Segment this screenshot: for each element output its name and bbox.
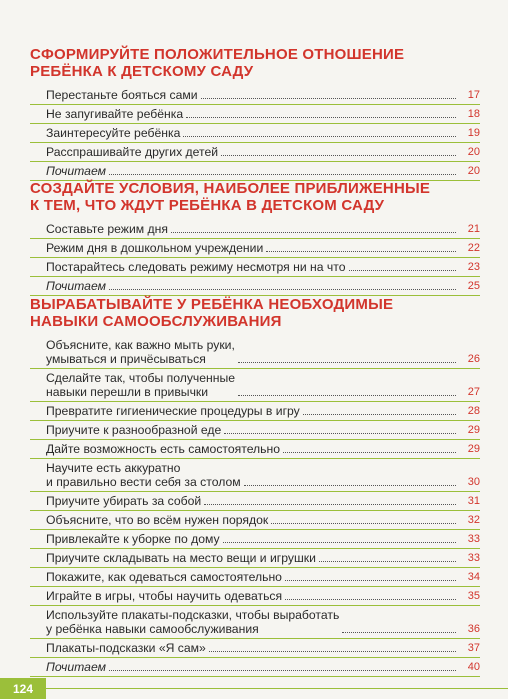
toc-entry-title-line: Не запугивайте ребёнка <box>46 107 184 121</box>
dot-leader <box>223 542 456 543</box>
toc-entry-title-line: Почитаем <box>46 660 106 674</box>
toc-entry-title <box>46 570 285 584</box>
dot-leader <box>186 117 456 118</box>
toc-entry-title <box>46 126 183 140</box>
toc-entry-page-number: 32 <box>467 514 480 526</box>
toc-entry-page-number: 30 <box>467 476 480 488</box>
toc-entry-page-number: 21 <box>467 223 480 235</box>
dot-leader <box>342 632 456 633</box>
toc-entry-title-line: Привлекайте к уборке по дому <box>46 532 220 546</box>
toc-entry[interactable] <box>30 258 480 277</box>
section-title-line: НАВЫКИ САМООБСЛУЖИВАНИЯ <box>30 313 282 330</box>
toc-entry-title-line: Режим дня в дошкольном учреждении <box>46 241 264 255</box>
toc-entry-title-line: навыки перешли в привычки <box>46 385 209 399</box>
dot-leader <box>271 523 456 524</box>
toc-entry-page-number: 28 <box>467 405 480 417</box>
section-title-line: СФОРМИРУЙТЕ ПОЛОЖИТЕЛЬНОЕ ОТНОШЕНИЕ <box>30 46 405 63</box>
dot-leader <box>109 289 456 290</box>
toc-entry-page-number: 23 <box>467 261 480 273</box>
dot-leader <box>244 485 456 486</box>
toc-entry[interactable] <box>30 459 480 492</box>
toc-entry-page-number: 25 <box>467 280 480 292</box>
dot-leader <box>285 580 456 581</box>
toc-entry-page-number: 31 <box>467 495 480 507</box>
toc-entry[interactable] <box>30 105 480 124</box>
dot-leader <box>266 251 456 252</box>
dot-leader <box>319 561 456 562</box>
toc-entry-page-number: 20 <box>467 165 480 177</box>
toc-entry-page-number: 29 <box>467 424 480 436</box>
toc-entry-title <box>46 260 349 274</box>
toc-entries <box>30 220 480 296</box>
section-title-line: СОЗДАЙТЕ УСЛОВИЯ, НАИБОЛЕЕ ПРИБЛИЖЕННЫЕ <box>30 180 431 197</box>
toc-entry[interactable] <box>30 639 480 658</box>
toc-entry-page-number: 19 <box>467 127 480 139</box>
toc-entry-title <box>46 532 223 546</box>
toc-entry-title <box>46 279 109 293</box>
dot-leader <box>285 599 456 600</box>
page-footer <box>0 678 508 699</box>
toc-entry[interactable] <box>30 492 480 511</box>
dot-leader <box>224 433 456 434</box>
dot-leader <box>183 136 456 137</box>
toc-entry[interactable] <box>30 143 480 162</box>
toc-entry-page-number: 17 <box>467 89 480 101</box>
toc-entry-page-number: 20 <box>467 146 480 158</box>
toc-entry[interactable] <box>30 86 480 105</box>
dot-leader <box>171 232 456 233</box>
toc-entry-title <box>46 338 238 366</box>
dot-leader <box>221 155 456 156</box>
dot-leader <box>204 504 456 505</box>
toc-entry-page-number: 33 <box>467 533 480 545</box>
toc-entry-reading[interactable] <box>30 277 480 296</box>
toc-entry-title <box>46 222 171 236</box>
toc-entry-title <box>46 442 283 456</box>
toc-entry-title-line: Приучите складывать на место вещи и игрушки <box>46 551 316 565</box>
section-title <box>30 46 480 80</box>
toc-entry-title <box>46 641 209 655</box>
toc-section-3 <box>30 296 480 677</box>
section-title <box>30 180 480 214</box>
toc-entry-page-number: 22 <box>467 242 480 254</box>
toc-entry-title-line: у ребёнка навыки самообслуживания <box>46 622 259 636</box>
toc-entry[interactable] <box>30 511 480 530</box>
toc-entry-title <box>46 107 186 121</box>
toc-entry-title <box>46 371 238 399</box>
toc-entry-title <box>46 461 244 489</box>
page-number: 124 <box>0 678 46 699</box>
dot-leader <box>238 395 456 396</box>
footer-divider <box>46 688 508 689</box>
toc-entry-title <box>46 513 271 527</box>
toc-entry-title-line: Используйте плакаты-подсказки, чтобы выработать <box>46 608 340 622</box>
toc-entry[interactable] <box>30 124 480 143</box>
section-title-line: К ТЕМ, ЧТО ЖДУТ РЕБЁНКА В ДЕТСКОМ САДУ <box>30 197 385 214</box>
toc-entry-title <box>46 551 319 565</box>
toc-entry-title <box>46 608 342 636</box>
section-title <box>30 296 480 330</box>
toc-entry[interactable] <box>30 421 480 440</box>
toc-section-1 <box>30 46 480 181</box>
toc-entry-reading[interactable] <box>30 162 480 181</box>
toc-entry[interactable] <box>30 568 480 587</box>
toc-entry[interactable] <box>30 336 480 369</box>
toc-entry-title <box>46 423 224 437</box>
toc-entry-page-number: 26 <box>467 353 480 365</box>
toc-entry-title-line: Заинтересуйте ребёнка <box>46 126 181 140</box>
toc-entry-page-number: 18 <box>467 108 480 120</box>
toc-entries <box>30 336 480 677</box>
toc-entry-page-number: 34 <box>467 571 480 583</box>
toc-entry-title-line: Почитаем <box>46 279 106 293</box>
toc-entry-page-number: 37 <box>467 642 480 654</box>
toc-entry-title-line: Научите есть аккуратно <box>46 461 181 475</box>
toc-entry-title-line: Покажите, как одеваться самостоятельно <box>46 570 282 584</box>
toc-entry-title <box>46 164 109 178</box>
toc-entry-title-line: Превратите гигиенические процедуры в игру <box>46 404 300 418</box>
toc-entry-title-line: Играйте в игры, чтобы научить одеваться <box>46 589 283 603</box>
toc-entry[interactable] <box>30 530 480 549</box>
dot-leader <box>238 362 456 363</box>
toc-entry[interactable] <box>30 402 480 421</box>
toc-entry-title-line: Приучите к разнообразной еде <box>46 423 222 437</box>
toc-entry-title-line: умываться и причёсываться <box>46 352 206 366</box>
toc-entry[interactable] <box>30 606 480 639</box>
toc-entry-title <box>46 660 109 674</box>
toc-entry-title <box>46 494 204 508</box>
toc-entry[interactable] <box>30 369 480 402</box>
toc-entry-title-line: Объясните, что во всём нужен порядок <box>46 513 269 527</box>
toc-entries <box>30 86 480 181</box>
toc-entry-title-line: Дайте возможность есть самостоятельно <box>46 442 281 456</box>
dot-leader <box>283 452 456 453</box>
dot-leader <box>109 174 456 175</box>
dot-leader <box>109 670 456 671</box>
toc-entry-title <box>46 404 303 418</box>
toc-entry-title-line: Объясните, как важно мыть руки, <box>46 338 235 352</box>
toc-entry-title-line: Составьте режим дня <box>46 222 168 236</box>
toc-entry-title-line: Почитаем <box>46 164 106 178</box>
toc-entry-title-line: Приучите убирать за собой <box>46 494 202 508</box>
toc-entry[interactable] <box>30 220 480 239</box>
toc-entry-page-number: 40 <box>467 661 480 673</box>
toc-entry-title-line: Расспрашивайте других детей <box>46 145 219 159</box>
dot-leader <box>201 98 456 99</box>
toc-entry-title-line: Сделайте так, чтобы полученные <box>46 371 236 385</box>
toc-entry-title-line: Плакаты-подсказки «Я сам» <box>46 641 206 655</box>
toc-entry[interactable] <box>30 239 480 258</box>
toc-entry-title <box>46 589 285 603</box>
toc-entry[interactable] <box>30 440 480 459</box>
dot-leader <box>209 651 456 652</box>
toc-entry-title <box>46 145 221 159</box>
dot-leader <box>303 414 456 415</box>
toc-entry-reading[interactable] <box>30 658 480 677</box>
toc-entry-title <box>46 241 266 255</box>
toc-section-2 <box>30 180 480 296</box>
toc-entry[interactable] <box>30 587 480 606</box>
toc-entry-page-number: 33 <box>467 552 480 564</box>
toc-entry-title <box>46 88 201 102</box>
section-title-line: РЕБЁНКА К ДЕТСКОМУ САДУ <box>30 63 254 80</box>
toc-entry-page-number: 36 <box>467 623 480 635</box>
toc-entry[interactable] <box>30 549 480 568</box>
toc-entry-page-number: 35 <box>467 590 480 602</box>
toc-entry-title-line: и правильно вести себя за столом <box>46 475 241 489</box>
section-title-line: ВЫРАБАТЫВАЙТЕ У РЕБЁНКА НЕОБХОДИМЫЕ <box>30 296 394 313</box>
toc-entry-page-number: 29 <box>467 443 480 455</box>
toc-entry-page-number: 27 <box>467 386 480 398</box>
dot-leader <box>349 270 456 271</box>
toc-entry-title-line: Постарайтесь следовать режиму несмотря ни на что <box>46 260 346 274</box>
toc-entry-title-line: Перестаньте бояться сами <box>46 88 198 102</box>
